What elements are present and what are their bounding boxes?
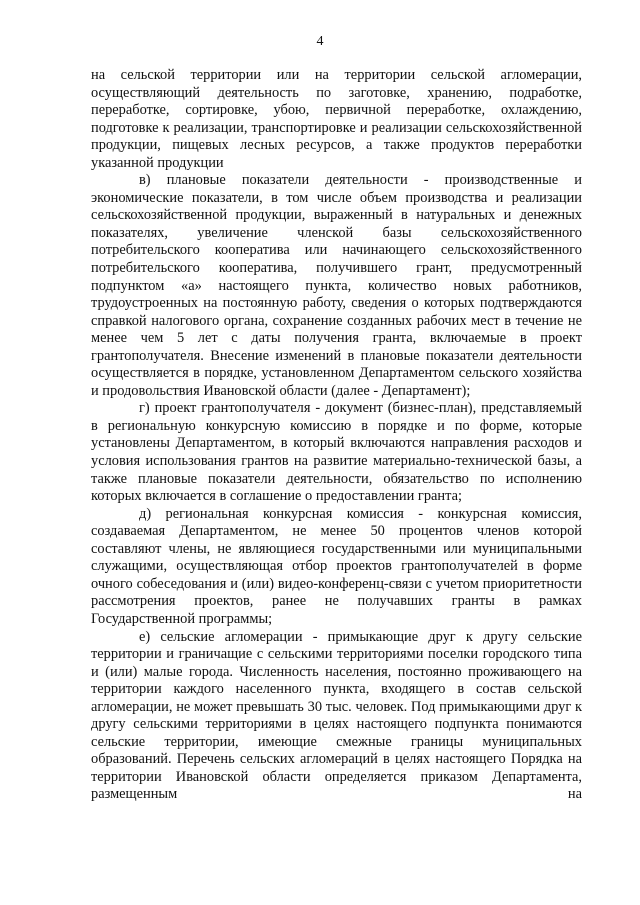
paragraph-item-g: г) проект грантополучателя - документ (бизнес-план), представляемый в региональную конкурсную комиссию в порядке и по форме, которые установлены Департаментом, в который включаются направления расходов и условия использования грантов на развитие материально-технической базы, а также плановые показатели деятельности, обязательство по исполнению которых включается в соглашение о предоставлении гранта; [91, 400, 582, 505]
paragraph-item-d: д) региональная конкурсная комиссия - конкурсная комиссия, создаваемая Департаментом, не менее 50 процентов членов которой составляют члены, не являющиеся государственными или муниципальными служащими, осуществляющая отбор проектов грантополучателей в форме очного собеседования и (или) видео-конференц-связи с учетом приоритетности рассмотрения проектов, ранее не получавших гранты в рамках Государственной программы; [91, 505, 582, 627]
paragraph-item-v: в) плановые показатели деятельности - производственные и экономические показатели, в том числе объем производства и реализации сельскохозяйственной продукции, выраженный в натуральных и денежных показателях, увеличение членской базы сельскохозяйственного потребительского кооператива или начинающего сельскохозяйственного потребительского кооператива, получившего грант, предусмотренный подпунктом «а» настоящего пункта, количество новых работников, трудоустроенных на постоянную работу, сведения о которых подтверждаются справкой налогового органа, сохранение созданных рабочих мест в течение не менее чем 5 лет с даты получения гранта, включаемые в проект грантополучателя. Внесение изменений в плановые показатели деятельности осуществляется в порядке, установленном Департаментом сельского хозяйства и продовольствия Ивановской области (далее - Департамент); [91, 172, 582, 399]
document-body [91, 67, 582, 804]
paragraph-item-e: е) сельские агломерации - примыкающие друг к другу сельские территории и граничащие с сельскими территориями поселки городского типа и (или) малые города. Численность населения, постоянно проживающего на территории каждого населенного пункта, входящего в состав сельской агломерации, не может превышать 30 тыс. человек. Под примыкающими друг к другу сельскими территориями в целях настоящего подпункта понимаются сельские территории, имеющие смежные границы муниципальных образований. Перечень сельских агломераций в целях настоящего Порядка на территории Ивановской области определяется приказом Департамента, размещенным на [91, 628, 582, 803]
page-number: 4 [316, 34, 324, 49]
paragraph-continuation: на сельской территории или на территории сельской агломерации, осуществляющий деятельность по заготовке, хранению, подработке, переработке, сортировке, убою, первичной переработке, охлаждению, подготовке к реализации, транспортировке и реализации сельскохозяйственной продукции, пищевых лесных ресурсов, а также продуктов переработки указанной продукции [91, 67, 582, 171]
